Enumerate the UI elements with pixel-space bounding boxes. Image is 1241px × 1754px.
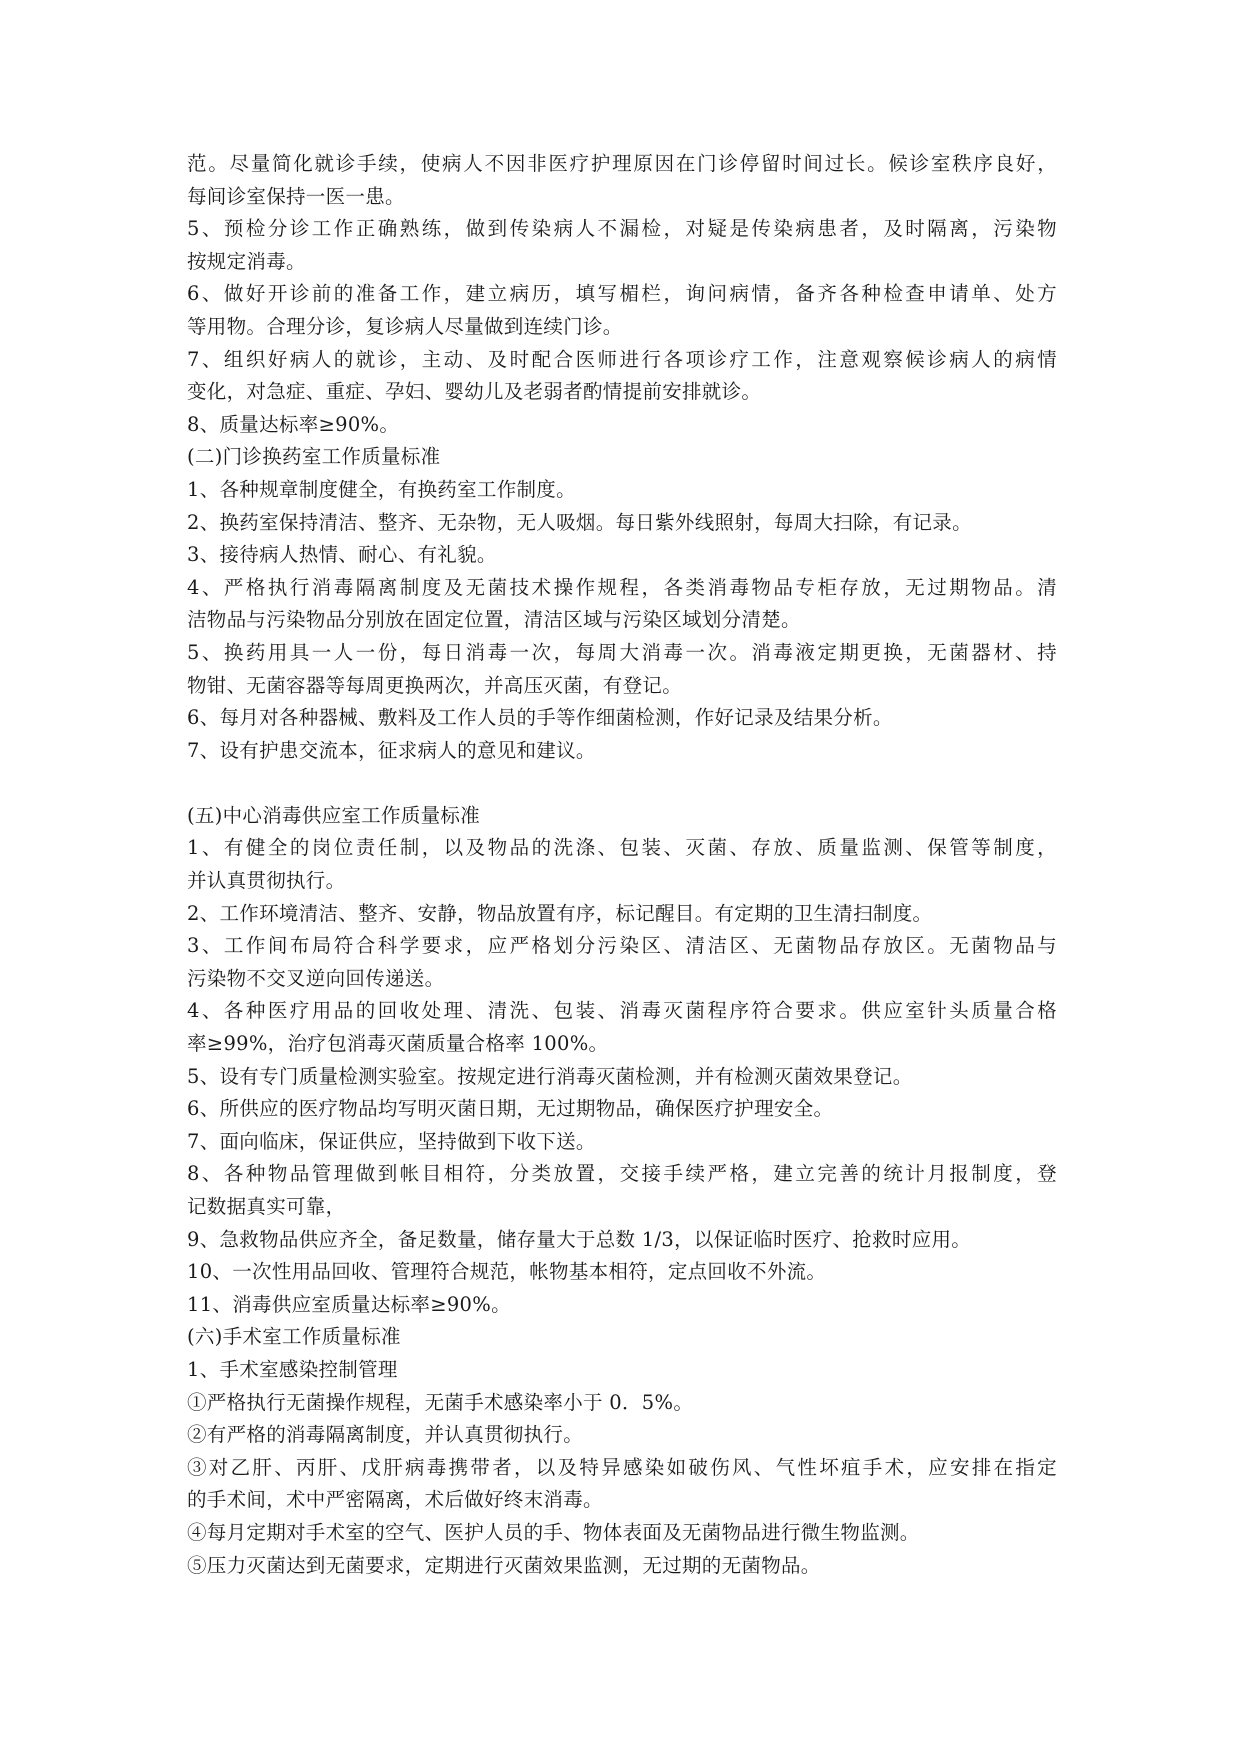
text-line: (五)中心消毒供应室工作质量标准 bbox=[187, 803, 481, 827]
text-line: 5、换药用具一人一份，每日消毒一次，每周大消毒一次。消毒液定期更换，无菌器材、持 bbox=[187, 640, 1057, 664]
text-line: ②有严格的消毒隔离制度，并认真贯彻执行。 bbox=[187, 1423, 584, 1447]
text-line: 物钳、无菌容器等每周更换两次，并高压灭菌，有登记。 bbox=[187, 673, 683, 697]
text-line: 1、手术室感染控制管理 bbox=[187, 1357, 398, 1381]
text-line: ①严格执行无菌操作规程，无菌手术感染率小于 0．5%。 bbox=[187, 1390, 694, 1414]
text-line: 4、严格执行消毒隔离制度及无菌技术操作规程，各类消毒物品专柜存放，无过期物品。清 bbox=[187, 575, 1057, 599]
text-line: (二)门诊换药室工作质量标准 bbox=[187, 445, 441, 469]
text-line: 1、有健全的岗位责任制，以及物品的洗涤、包装、灭菌、存放、质量监测、保管等制度， bbox=[187, 836, 1057, 860]
blank-line bbox=[187, 767, 1057, 800]
text-line: 等用物。合理分诊，复诊病人尽量做到连续门诊。 bbox=[187, 314, 623, 338]
text-line: 污染物不交叉逆向回传递送。 bbox=[187, 966, 445, 990]
text-line: 记数据真实可靠， bbox=[187, 1195, 346, 1218]
text-line: 6、每月对各种器械、敷料及工作人员的手等作细菌检测，作好记录及结果分析。 bbox=[187, 706, 893, 730]
text-line: 2、换药室保持清洁、整齐、无杂物，无人吸烟。每日紫外线照射，每周大扫除，有记录。 bbox=[187, 510, 972, 534]
text-line: 8、各种物品管理做到帐目相符，分类放置，交接手续严格，建立完善的统计月报制度，登 bbox=[187, 1162, 1057, 1186]
text-line: 1、各种规章制度健全，有换药室工作制度。 bbox=[187, 477, 576, 501]
text-line: 9、急救物品供应齐全，备足数量，储存量大于总数 1/3，以保证临时医疗、抢救时应用。 bbox=[187, 1227, 972, 1251]
text-line: 并认真贯彻执行。 bbox=[187, 869, 346, 893]
text-line: (六)手术室工作质量标准 bbox=[187, 1325, 401, 1349]
text-line: 2、工作环境清洁、整齐、安静，物品放置有序，标记醒目。有定期的卫生清扫制度。 bbox=[187, 901, 933, 925]
text-line: 5、设有专门质量检测实验室。按规定进行消毒灭菌检测，并有检测灭菌效果登记。 bbox=[187, 1064, 913, 1088]
text-line: 5、预检分诊工作正确熟练，做到传染病人不漏检，对疑是传染病患者，及时隔离，污染物 bbox=[187, 217, 1057, 241]
text-line: 7、设有护患交流本，征求病人的意见和建议。 bbox=[187, 738, 596, 762]
text-line: 6、做好开诊前的准备工作，建立病历，填写楣栏，询问病情，备齐各种检查申请单、处方 bbox=[187, 282, 1057, 306]
document-body bbox=[187, 148, 1057, 1582]
text-line: 率≥99%，治疗包消毒灭菌质量合格率 100%。 bbox=[187, 1032, 609, 1056]
text-line: 11、消毒供应室质量达标率≥90%。 bbox=[187, 1292, 511, 1316]
text-line: ⑤压力灭菌达到无菌要求，定期进行灭菌效果监测，无过期的无菌物品。 bbox=[187, 1553, 821, 1577]
text-line: 7、面向临床，保证供应，坚持做到下收下送。 bbox=[187, 1129, 596, 1153]
text-line: 4、各种医疗用品的回收处理、清洗、包装、消毒灭菌程序符合要求。供应室针头质量合格 bbox=[187, 999, 1057, 1023]
text-line: 洁物品与污染物品分别放在固定位置，清洁区域与污染区域划分清楚。 bbox=[187, 608, 801, 632]
text-line: 变化，对急症、重症、孕妇、婴幼儿及老弱者酌情提前安排就诊。 bbox=[187, 380, 762, 404]
text-line: ④每月定期对手术室的空气、医护人员的手、物体表面及无菌物品进行微生物监测。 bbox=[187, 1520, 920, 1544]
text-line: ③对乙肝、丙肝、戊肝病毒携带者，以及特异感染如破伤风、气性坏疽手术，应安排在指定 bbox=[187, 1455, 1057, 1479]
text-line: 7、组织好病人的就诊，主动、及时配合医师进行各项诊疗工作，注意观察候诊病人的病情 bbox=[187, 347, 1057, 371]
text-line: 每间诊室保持一医一患。 bbox=[187, 184, 405, 208]
text-line: 范。尽量简化就诊手续，使病人不因非医疗护理原因在门诊停留时间过长。候诊室秩序良好， bbox=[187, 152, 1057, 175]
text-line: 3、工作间布局符合科学要求，应严格划分污染区、清洁区、无菌物品存放区。无菌物品与 bbox=[187, 934, 1057, 958]
text-line: 的手术间，术中严密隔离，术后做好终末消毒。 bbox=[187, 1488, 603, 1512]
text-line: 按规定消毒。 bbox=[187, 249, 306, 273]
text-line: 10、一次性用品回收、管理符合规范，帐物基本相符，定点回收不外流。 bbox=[187, 1260, 827, 1284]
text-line: 8、质量达标率≥90%。 bbox=[187, 412, 400, 436]
text-line: 3、接待病人热情、耐心、有礼貌。 bbox=[187, 543, 497, 567]
text-line: 6、所供应的医疗物品均写明灭菌日期，无过期物品，确保医疗护理安全。 bbox=[187, 1097, 834, 1121]
